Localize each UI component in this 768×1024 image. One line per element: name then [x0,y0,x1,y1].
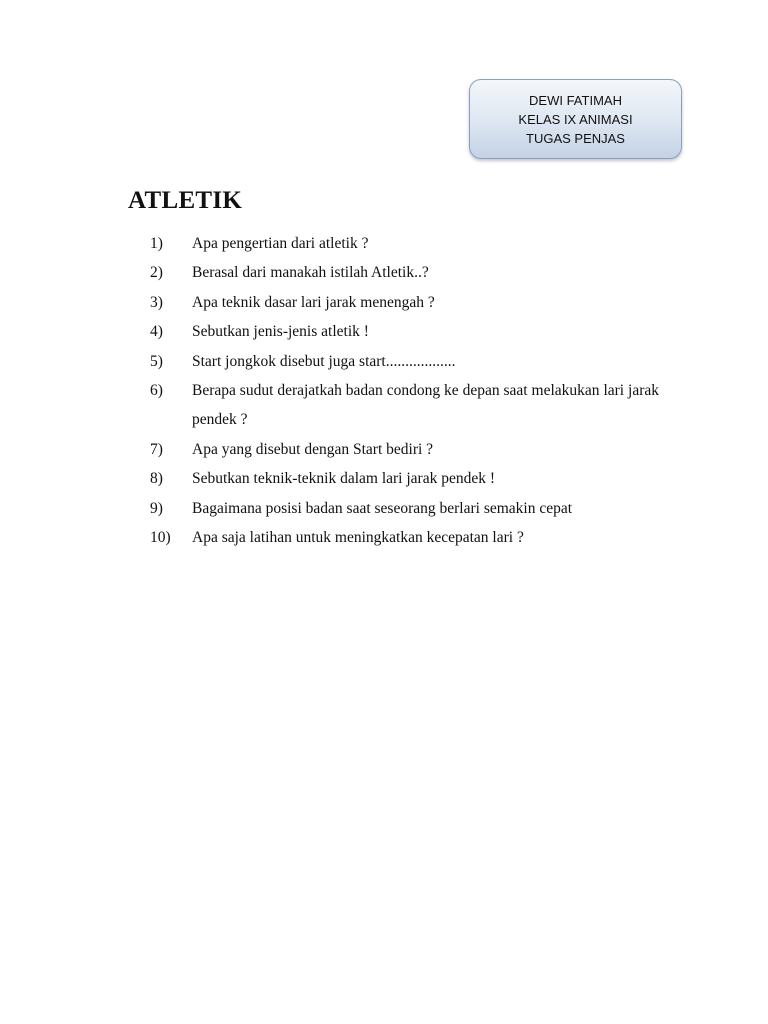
question-item [150,229,659,258]
student-class: KELAS IX ANIMASI [518,111,633,127]
question-text: Bagaimana posisi badan saat seseorang berlari semakin cepat [192,499,573,517]
question-number: 6) [150,382,163,400]
question-list [150,229,659,552]
question-number: 3) [150,293,163,311]
question-item [150,435,659,464]
question-number: 10) [150,529,171,547]
question-number: 5) [150,352,163,370]
question-item [150,347,659,376]
question-text: Sebutkan teknik-teknik dalam lari jarak pendek ! [192,470,496,488]
question-text: Apa saja latihan untuk meningkatkan kecepatan lari ? [192,529,524,547]
question-number: 8) [150,470,163,488]
question-text: Start jongkok disebut juga start.................. [192,352,456,370]
student-name: DEWI FATIMAH [529,92,622,108]
question-number: 2) [150,264,163,282]
student-info-box [469,79,682,159]
question-item [150,464,659,493]
question-item [150,376,659,435]
question-number: 7) [150,440,163,458]
question-item [150,317,659,346]
question-text: Apa pengertian dari atletik ? [192,235,369,252]
question-item [150,494,659,523]
question-text: Apa yang disebut dengan Start bediri ? [192,440,434,458]
question-item [150,258,659,287]
question-number: 4) [150,323,163,341]
question-text: Berapa sudut derajatkah badan condong ke depan saat melakukan lari jarak pendek ? [192,382,659,429]
question-text: Apa teknik dasar lari jarak menengah ? [192,293,435,311]
question-number: 9) [150,499,163,517]
question-item [150,288,659,317]
page-title: ATLETIK [128,187,243,214]
assignment-label: TUGAS PENJAS [526,130,625,146]
question-number: 1) [150,235,163,252]
question-text: Sebutkan jenis-jenis atletik ! [192,323,369,341]
question-item [150,523,659,552]
question-text: Berasal dari manakah istilah Atletik..? [192,264,429,282]
